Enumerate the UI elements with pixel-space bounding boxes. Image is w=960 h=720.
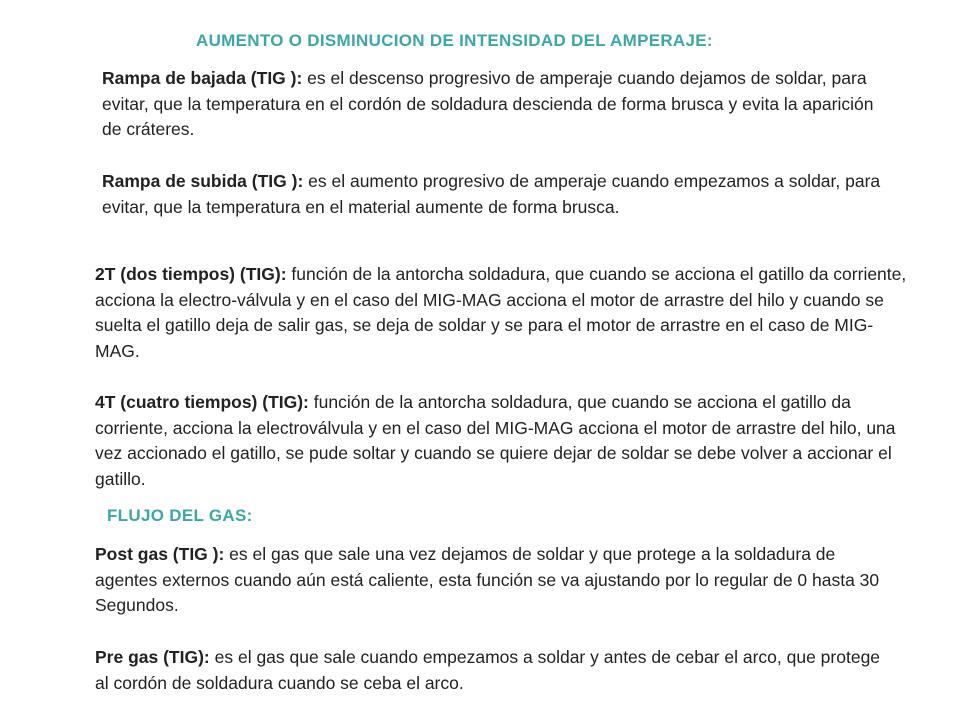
definition-2t: función de la antorcha soldadura, que cuando se acciona el gatillo da corriente, acciona la electro-válvula y en el caso del MIG-MAG acciona el motor de arrastre del hilo y cuando se suelta el gatillo deja de salir gas, se deja de soldar y se para el motor de arrastre en el caso de MIG-MAG.: [95, 264, 907, 361]
paragraph-rampa-subida: [102, 169, 892, 220]
section-heading-amperaje: AUMENTO O DISMINUCION DE INTENSIDAD DEL AMPERAJE:: [196, 31, 713, 50]
definition-rampa-subida: es el aumento progresivo de amperaje cuando empezamos a soldar, para evitar, que la temperatura en el material aumente de forma brusca.: [102, 171, 881, 217]
term-rampa-subida: Rampa de subida (TIG ):: [102, 171, 304, 191]
term-post-gas: Post gas (TIG ):: [95, 544, 225, 564]
definition-post-gas: es el gas que sale una vez dejamos de soldar y que protege a la soldadura de agentes externos cuando aún está caliente, esta función se va ajustando por lo regular de 0 hasta 30 Segundos.: [95, 544, 880, 615]
paragraph-2t: [95, 262, 915, 364]
definition-4t: función de la antorcha soldadura, que cuando se acciona el gatillo da corriente, acciona la electroválvula y en el caso del MIG-MAG acciona el motor de arrastre del hilo, una vez accionado el gatillo, se pude soltar y cuando se quiere dejar de soldar se debe volver a accionar el gatillo.: [95, 392, 896, 489]
term-2t: 2T (dos tiempos) (TIG):: [95, 264, 287, 284]
paragraph-rampa-bajada: [102, 66, 892, 143]
paragraph-pre-gas: [95, 645, 895, 696]
definition-rampa-bajada: es el descenso progresivo de amperaje cuando dejamos de soldar, para evitar, que la temperatura en el cordón de soldadura descienda de forma brusca y evita la aparición de cráteres.: [102, 68, 874, 139]
paragraph-post-gas: [95, 542, 895, 619]
definition-pre-gas: es el gas que sale cuando empezamos a soldar y antes de cebar el arco, que protege al cordón de soldadura cuando se ceba el arco.: [95, 647, 881, 693]
paragraph-4t: [95, 390, 915, 492]
term-pre-gas: Pre gas (TIG):: [95, 647, 210, 667]
term-4t: 4T (cuatro tiempos) (TIG):: [95, 392, 309, 412]
section-heading-flujo-gas: FLUJO DEL GAS:: [107, 506, 253, 525]
term-rampa-bajada: Rampa de bajada (TIG ):: [102, 68, 303, 88]
